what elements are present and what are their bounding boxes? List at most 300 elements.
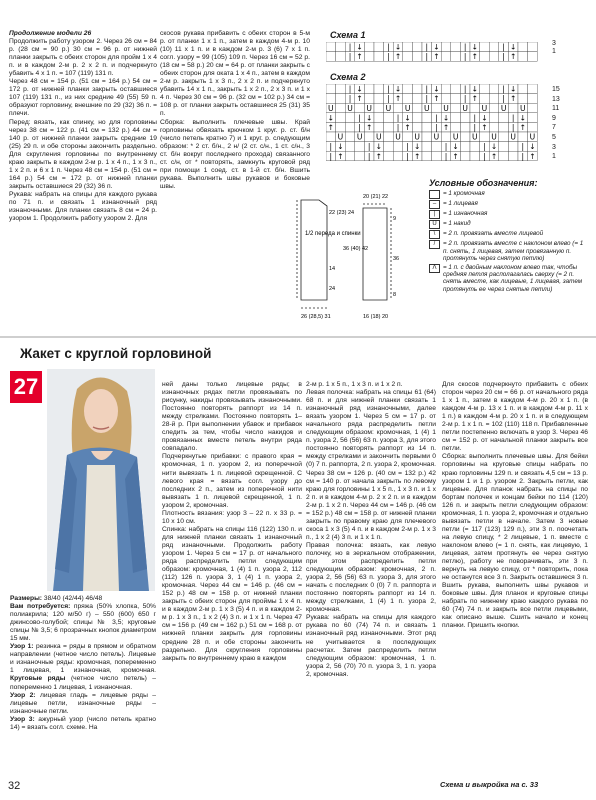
grid-cell [451,94,461,104]
grid-cell [374,42,384,52]
grid-symbol: ↓ [433,42,440,52]
grid-symbol: U [347,103,353,113]
text-column-1-bottom [10,595,156,732]
grid-symbol: | [406,142,409,152]
grid-cell [422,122,432,132]
grid-cell [393,142,403,152]
grid-symbol: ↑ [510,52,517,62]
grid-symbol: ↑ [442,123,450,132]
grid-symbol: | [329,151,333,161]
grid-cell [451,113,461,123]
grid-cell [412,113,422,123]
grid-cell [364,42,374,52]
diagram-label: 22 (23) 24 [329,210,355,216]
sizes-value: 38/40 (42/44) 46/48 [43,595,103,602]
grid-cell [336,42,346,52]
grid-cell [403,42,413,52]
section-title: Жакет с круглой горловиной [20,346,212,361]
legend-text: = 2 п. провязать вместе с наклоном влево (= 1 п. снять, 1 лицевая, затем провязанную п. протянуть через снятую петлю) [443,240,584,263]
continuation-label: Продолжение модели 26 [9,30,92,37]
paragraph: ней даны только лицевые ряды; в изнаночных рядах петли провязывать по рисунку, накиды провязывать изнаночными. Постоянно повторять раппорт из 14 п. между стрелками. Постоянно повторять 1–28-й р. При выполнении убавок и прибавок следить за тем, чтобы число накидов и провязанных вместе петель внутри ряда совпадало. [162,381,302,453]
model-number-badge: 27 [10,371,42,403]
grid-cell [528,84,538,94]
grid-symbol: ↑ [490,151,498,161]
diagram-label: 16 (18) 20 [363,314,389,320]
grid-symbol: ↓ [452,142,459,152]
grid-symbol: | [435,113,438,123]
grid-symbol: | [396,113,400,123]
legend-item [429,210,589,219]
legend-symbol-icon [429,190,440,199]
row-number: 3 [552,143,556,151]
grid-cell [374,84,384,94]
text-column-1-top [9,30,157,223]
grid-cell [384,113,394,123]
grid-symbol: ↑ [433,52,440,62]
grid-symbol: U [356,132,363,142]
grid-cell [508,151,518,161]
diagram-label: 24 [329,286,336,292]
grid-cell [518,52,528,62]
grid-cell [384,151,394,161]
grid-cell [460,113,470,123]
grid-symbol: ↓ [433,84,440,94]
grid-symbol: ↓ [327,113,334,123]
grid-symbol: U [452,132,459,142]
row-number: 11 [552,105,560,113]
grid-symbol: | [367,151,371,161]
grid-cell [518,94,528,104]
row-number: 7 [552,124,556,132]
grid-symbol: U [385,103,392,113]
grid-cell [412,122,422,132]
grid-cell [403,84,413,94]
grid-symbol: | [348,84,352,94]
grid-symbol: ↑ [510,94,517,104]
legend-symbol-icon: \ [429,230,440,239]
grid-symbol: | [502,84,505,94]
grid-symbol: ↑ [356,94,363,104]
grid-symbol: ↓ [529,142,536,152]
legend-item [429,264,589,294]
grid-symbol: ↓ [471,42,478,52]
grid-symbol: U [337,132,344,142]
legend-symbol-icon: | [429,210,440,219]
grid-cell [403,52,413,62]
legend-text: = 2 п. провязать вместе лицевой [443,230,544,238]
legend-symbol-icon: / [429,240,440,249]
grid-symbol: U [395,132,401,142]
pattern-2-label: Узор 2: [10,691,36,699]
grid-symbol: | [348,52,352,62]
paragraph: Левая полочка: набрать на спицы 61 (64) 68 п. и для нижней планки связать 1 изнаночный ряд изнаночными, далее вязать узором 1. Через 5 см = 17 р. от начального ряда распределить петли следующим образом: кромочная, 1 (4) 1 п. узора 2, 56 (56) 63 п. узора 3, для этого постоянно повторять раппорт из 14 п. между стрелками и закончить первыми 0 (0) 7 п. раппорта, 2 п. узора 2, кромочная. Через 38 см = 126 р. (40 см = 132 р.) 42 см = 140 р. от начала закрыть по левому краю для горловины 1 х 5 п., 1 х 3 п. и 1 х 2 п. и в каждом 4-м р. 2 х 2 п. и в каждом 2-м р. 1 х 2 п. Через 44 см = 146 р. (46 см = 152 р.) 48 см = 158 р. от нижней планки закрыть по правому краю для плечевого скоса 1 х 3 (5) 4 п. и в каждом 2-м р. 1 х 3 п., 1 х 2 (4) 3 п. и 1 х 1 п. [306,389,436,541]
pattern-3-label: Узор 3: [10,715,35,723]
scheme-1-title: Схема 1 [330,30,366,40]
grid-symbol: | [444,142,448,152]
grid-symbol: U [414,132,420,142]
grid-symbol: | [358,113,361,123]
grid-cell [393,151,403,161]
pattern-3-text: ажурный узор (число петель кратно 14) = вязать согл. схеме. На [10,715,156,731]
grid-symbol: | [463,42,467,52]
grid-symbol: ↓ [510,84,517,94]
grid-cell [489,113,499,123]
grid-symbol: | [473,123,477,132]
grid-symbol: | [463,94,467,104]
grid-cell [336,113,346,123]
grid-cell [326,52,336,62]
paragraph: Сборка: выполнить плечевые швы. Край горловины обвязать крючком 1 круг. р. ст. б/н (число петель кратно 7) и 1 круг. р. следующим образом: * 2 ст. б/н., 2 н/ (2 ст. с/н., 1 ст. с/н., 3 ст. б/н вокруг последнего прохода) связанного ст. с/н, от * повторять, замкнуть круговой ряд при помощи 1 соед. ст. в 1-й ст. б/н. Вшить рукава. Выполнить швы рукавов и боковые швы. [160,118,310,190]
grid-cell [336,122,346,132]
grid-cell [345,122,355,132]
grid-cell [432,151,442,161]
grid-cell [422,151,432,161]
grid-cell [470,103,480,113]
grid-cell [326,94,336,104]
grid-symbol: ↑ [471,52,478,62]
grid-symbol: | [463,84,467,94]
diagram-label: 20 (21) 22 [363,194,389,200]
grid-symbol: ↑ [414,151,421,161]
grid-symbol: | [348,42,352,52]
grid-cell [528,52,538,62]
grid-symbol: U [433,132,440,142]
grid-cell [374,103,384,113]
grid-symbol: U [500,103,507,113]
grid-cell [336,94,346,104]
diagram-label: 14 [329,266,336,272]
section-divider [0,336,596,338]
grid-symbol: U [529,132,536,142]
grid-symbol: ↓ [394,84,402,94]
paragraph: Продолжить работу узором 2. Через 26 см = 84 р. (28 см = 90 р.) 30 см = 96 р. от нижней планки закрыть с обеих сторон для пройм 1 х 4 п. и в каждом 2-м р. 2 х 2 п. и подчеркнуто убавить 4 х 1 п. = 107 (119) 131 п. [9,38,157,78]
grid-cell [499,151,509,161]
paragraph: Подчеркнутые прибавки: с правого края = кромочная, 1 п. узором 2, из поперечной нити вывязать 1 п. лицевой скрещенной. С левого края = вязать согл. узору до последних 2 п., затем из поперечной нити вывязать 1 п. лицевой скрещенной, 1 п. узором 2, кромочная. [162,453,302,509]
grid-cell [422,142,432,152]
diagram-label: 36 (40) 42 [343,246,369,252]
row-number: 5 [552,133,556,141]
grid-cell [326,42,336,52]
diagram-label: 9 [393,216,397,222]
grid-cell [451,42,461,52]
grid-cell [480,94,490,104]
row-number: 9 [552,114,556,122]
front-back-outline [301,200,327,300]
paragraph: Для скосов подчеркнуто прибавить с обеих сторон через 20 см = 66 р. от начального ряда 1 х 1 п., затем в каждом 4-м р. 20 х 1 п. (в каждом 4-м р. 13 х 1 п. и в каждом 4-м р. 11 х 1 п.) в каждом 4-м р. 20 х 1 п. и в следующем 2-м р. 1 х 1 п. = 102 (110) 118 п. Прибавленные петли постепенно включать в узор 3. Через 46 см = 152 р. от начальной планки закрыть все петли. [442,381,588,453]
grid-symbol: ↑ [471,94,478,104]
grid-symbol: U [481,103,488,113]
grid-symbol: ↑ [356,52,363,62]
grid-cell [451,84,461,94]
grid-cell [432,103,442,113]
legend-symbol-icon: Λ [429,264,440,273]
grid-symbol: | [348,94,352,104]
grid-symbol: ↑ [519,123,526,132]
grid-cell [489,42,499,52]
grid-cell [412,84,422,94]
grid-cell [432,142,442,152]
grid-cell [384,142,394,152]
grid-cell [345,132,355,142]
grid-cell [364,94,374,104]
paragraph: Перед: вязать, как спинку, но для горловины через 38 см = 122 р. (41 см = 132 р.) 44 см = 140 р. от нижней планки закрыть средние 19 (25) 29 п. и обе стороны закончить раздельно. Для скругления горловины по внутреннему краю закрыть в каждом 2-м р. 1 х 4 п., 1 х 3 п., 1 х 2 п. и 6 х 1 п. Через 48 см = 154 р. (51 см = 164 р.) 54 см = 172 р. от нижней планки закрыть оставшиеся 29 (32) 36 п. [9,118,157,190]
grid-cell [508,103,518,113]
grid-symbol: ↑ [452,151,459,161]
pattern-2-text: лицевая гладь = лицевые ряды – лицевые петли, изнаночные ряды – изнаночные петли. [10,691,157,715]
grid-cell [345,142,355,152]
grid-cell [489,94,499,104]
grid-symbol: | [502,94,505,104]
grid-symbol: | [425,42,429,52]
grid-cell [345,113,355,123]
grid-symbol: | [406,151,409,161]
grid-cell [499,142,509,152]
grid-cell [451,52,461,62]
grid-symbol: ↓ [414,142,421,152]
grid-cell [451,103,461,113]
row-number: 1 [552,48,556,55]
grid-symbol: | [511,123,515,132]
pattern-1-label: Узор 1: [10,643,34,651]
pattern-1-text: резинка = ряды в прямом и обратном направлении (четное число петель). Лицевые и изнаночные ряды: кромочная, попеременно 1 лицевая, 1 изнаночная, кромочная. [10,643,156,675]
grid-symbol: ↓ [394,42,402,52]
grid-symbol: | [502,52,505,62]
grid-symbol: | [483,142,486,152]
grid-symbol: | [521,151,525,161]
legend-symbol-icon: – [429,200,440,209]
grid-cell [508,142,518,152]
grid-cell [364,132,374,142]
diagram-label: 8 [393,292,397,298]
grid-cell [393,103,403,113]
grid-cell [528,103,538,113]
grid-symbol: | [387,94,390,104]
grid-symbol: U [404,103,411,113]
grid-symbol: | [425,52,429,62]
grid-cell [528,94,538,104]
scheme-2-grid [326,84,546,162]
grid-symbol: | [511,113,515,123]
grid-symbol: ↑ [366,123,373,132]
grid-cell [336,84,346,94]
grid-cell [441,52,451,62]
page-number: 32 [8,780,21,792]
grid-cell [364,52,374,62]
grid-cell [489,103,499,113]
grid-cell [374,122,384,132]
grid-cell [412,42,422,52]
legend-item [429,190,589,199]
grid-symbol: | [358,123,361,132]
grid-symbol: | [329,142,333,152]
sizes-label: Размеры: [10,595,43,602]
text-column-4-bottom [442,381,588,630]
paragraph: Сборка: выполнить плечевые швы. Для бейки горловины на круговые спицы набрать по краю горловины 129 п. и связать 4,5 см = 13 р. узором 1 и 1 р. узором 2. Закрыть петли, как лицевые. Для планок набрать на спицы по бортам полочек и концам бейки по 114 (120) 126 п. и закрыть петли следующим образом: кромочная, 1 п. узора 2, кромочная и отдельно вывязать петли в начале. Затем 3 новые петли (= 117 (123) 129 п.), эти 3 п. поочетать на левую спицу, * 2 лицевые, 1 п. вместе с наклоном влево (= 1 п. снять, как лицевую, 1 лицевая, затем протянуть ее через снятую петлю), работу не поворачивать, эти 3 п. вернуть на левую спицу, от * повторить, пока не останутся все 3 п. Закрыть оставшиеся 3 п. Вшить рукава, выполнить швы рукавов и боковые швы. Для планок и круговые спицы набрать по нижнему краю каждого рукава по 60 (74) 74 п. и закрыть все петли лицевыми, как описано выше. Сшить начало и конец планки. Пришить кнопки. [442,453,588,630]
grid-symbol: | [367,142,371,152]
paragraph: 2-м р. 1 х 5 п., 1 х 3 п. и 1 х 2 п. [306,381,403,388]
grid-symbol: ↑ [375,151,382,161]
paragraph: Спинка: набрать на спицы 116 (122) 130 п. и для нижней планки связать 1 изнаночный ряд изнаночными. Продолжить работу узором 1. Через 5 см = 17 р. от начального ряда распределить петли следующим образом: кромочная, 1 (4) 1 п. узора 2, 112 (112) 126 п. узора 3, 1 (4) 1 п. узора 2, кромочная. Через 44 см = 146 р. (46 см = 152 р.) 48 см = 158 р. от нижней планки закрыть с обеих сторон для проймы 1 х 4 п. и в каждом 2-м р. 1 х 3 (5) 4 п. и в каждом 2-м р. 1 х 3 п., 1 х 2 (4) 3 п. и 1 х 1 п. Через 47 см = 156 р. (49 см = 162 р.) 51 см = 168 р. от нижней планки закрыть для горловины средние 28 п. и обе стороны закончить раздельно. Для скругления горловины закрыть по внутреннему краю в каждом [162,525,302,662]
grid-symbol: ↓ [356,84,363,94]
grid-cell [326,132,336,142]
grid-symbol: U [520,103,526,113]
grid-cell [384,132,394,142]
grid-symbol: U [443,103,449,113]
paragraph: скосов рукава прибавить с обеих сторон в 5-м р. от планки 1 х 1 п., затем в каждом 4-м р. 10 (10) 11 х 1 п. и в каждом 2-м р. 3 (6) 7 х 1 п. согл. узору = 99 (105) 109 п. Через 16 см = 52 р. (18 см = 58 р.) 20 см = 64 р. от планки закрыть с обеих сторон для оката 1 х 4 п., затем в каждом 2-м р. закрыть 1 х 3 п., 2 х 2 п. и подчеркнуто убавить 14 х 1 п., закрыть 1 х 2 п., 2 х 3 п. и 1 х 4 п. Через 30 см = 96 р. (32 см = 102 р.) 34 см = 108 р. от планки закрыть оставшиеся 25 (31) 35 п. [160,30,310,118]
grid-cell [364,84,374,94]
grid-cell [441,84,451,94]
text-column-3-bottom [306,381,436,679]
legend-item [429,230,589,239]
grid-cell [355,103,365,113]
grid-cell [480,84,490,94]
grid-symbol: ↓ [442,113,450,123]
legend-text: = 1 кромочная [443,190,485,198]
grid-symbol: U [424,103,430,113]
grid-symbol: | [444,151,448,161]
grid-cell [451,122,461,132]
legend-text: = 1 лицевая [443,200,478,208]
grid-cell [518,84,528,94]
grid-symbol: | [463,52,467,62]
grid-symbol: ↑ [529,151,536,161]
legend-title: Условные обозначения: [429,178,538,188]
diagram-label: 1/2 переда и спинки [305,231,361,237]
grid-cell [412,52,422,62]
grid-symbol: ↓ [404,113,411,123]
grid-symbol: | [473,113,477,123]
grid-cell [441,94,451,104]
row-number: 15 [552,86,560,93]
grid-symbol: U [510,132,516,142]
grid-symbol: U [328,103,334,113]
grid-symbol: ↓ [375,142,382,152]
grid-cell [489,52,499,62]
grid-symbol: | [387,84,390,94]
grid-cell [326,84,336,94]
diagram-label: 26 (28,5) 31 [301,314,331,320]
grid-symbol: | [387,42,390,52]
grid-cell [355,142,365,152]
paragraph: Рукава: набрать на спицы для каждого рукава по 60 (74) 74 п. и связать 1 изнаночный ряд изнаночными. Этот ряд не учитывается в последующих расчетах. Затем распределить петли следующим образом: кромочная, 1 п. узора 2, 56 (70) 70 п. узора 3, 1 п. узора 2, кромочная. [306,614,436,678]
grid-symbol: ↑ [481,123,488,132]
legend-item [429,220,589,229]
row-number: 3 [552,40,556,47]
sleeve-outline [363,208,387,300]
grid-symbol: ↓ [366,113,373,123]
grid-symbol: ↑ [327,123,334,132]
grid-cell [345,151,355,161]
grid-symbol: | [425,94,429,104]
grid-cell [460,142,470,152]
grid-cell [336,52,346,62]
grid-cell [480,42,490,52]
grid-cell [422,113,432,123]
row-number: 13 [552,95,560,103]
pattern-1b-text: (четное число петель) – попеременно 1 лицевая, 1 изнаночная. [10,675,156,691]
grid-cell [489,84,499,94]
grid-symbol: ↑ [394,94,402,104]
paragraph: Через 48 см = 154 р. (51 см = 164 р.) 54 см = 172 р. от нижней планки закрыть оставшиеся 107 (119) 131 п., из них средние 49 (55) 59 п. образуют горловину, внешние по 29 (32) 36 п. = плечи. [9,78,157,118]
grid-symbol: ↓ [481,113,488,123]
grid-symbol: | [483,151,486,161]
materials-text: пряжа (50% хлопка, 50% полиакрила; 120 м/50 г) – 550 (600) 650 г джинсово-голубой; спицы № 3,5; круговые спицы № 3,5; 6 прозрачных кнопок диаметром 15 мм. [10,603,156,643]
grid-symbol: ↓ [510,42,517,52]
footer-note: Схема и выкройка на с. 33 [440,780,539,789]
grid-symbol: | [396,123,400,132]
materials-label: Вам потребуется: [10,603,71,611]
grid-cell [441,132,451,142]
grid-symbol: ↑ [337,151,344,161]
grid-symbol: | [502,42,505,52]
grid-cell [499,122,509,132]
legend-symbol-icon: U [429,220,440,229]
grid-symbol: ↑ [394,52,402,62]
pattern-1b-label: Круговые ряды [10,675,66,683]
grid-cell [528,113,538,123]
grid-cell [528,122,538,132]
paragraph: Плотность вязания: узор 3 – 22 п. x 33 р. = 10 х 10 см. [162,509,302,525]
grid-cell [470,151,480,161]
grid-symbol: ↑ [433,94,440,104]
model-photo [47,369,155,591]
grid-cell [489,122,499,132]
pattern-diagram [291,180,423,330]
grid-cell [403,132,413,142]
grid-cell [355,151,365,161]
grid-symbol: U [376,132,382,142]
grid-symbol: U [462,103,468,113]
grid-cell [480,52,490,62]
diagram-label: 36 [393,256,400,262]
grid-symbol: ↓ [356,42,363,52]
grid-symbol: | [387,52,390,62]
grid-symbol: U [472,132,478,142]
grid-cell [460,151,470,161]
scheme-1-row-numbers [552,40,556,56]
grid-symbol: | [425,84,429,94]
legend-text: = 1 изнаночная [443,210,488,218]
grid-cell [441,42,451,52]
grid-cell [374,113,384,123]
grid-symbol: ↓ [471,84,478,94]
grid-cell [518,42,528,52]
grid-symbol: | [435,123,438,132]
grid-cell [518,132,528,142]
legend-item [429,200,589,209]
grid-symbol: | [521,142,525,152]
scheme-1-grid [326,42,546,62]
grid-symbol: ↓ [337,142,344,152]
grid-cell [480,132,490,142]
grid-cell [403,94,413,104]
legend-text: = 1 п. с двойным наклоном влево так, чтобы средняя петля располагалась сверху (= 2 п. снять вместе, как лицевые, 1 лицевая, затем протянуть ее через снятые петли) [443,263,583,293]
grid-cell [499,132,509,142]
grid-symbol: U [491,132,497,142]
text-column-2-bottom [162,381,302,663]
grid-cell [470,142,480,152]
grid-symbol: U [366,103,372,113]
grid-cell [336,103,346,113]
paragraph: Рукава: набрать на спицы для каждого рукава по 71 п. и связать 1 изнаночный ряд изнаночными. Для планки связать 8 см = 24 р. узором 1. Продолжить работу узором 2. Для [9,190,157,223]
legend-text: = 1 накид [443,220,471,228]
grid-cell [374,52,384,62]
grid-cell [528,42,538,52]
legend [429,180,589,294]
grid-cell [412,94,422,104]
grid-symbol: ↑ [404,123,411,132]
legend-item [429,240,589,262]
